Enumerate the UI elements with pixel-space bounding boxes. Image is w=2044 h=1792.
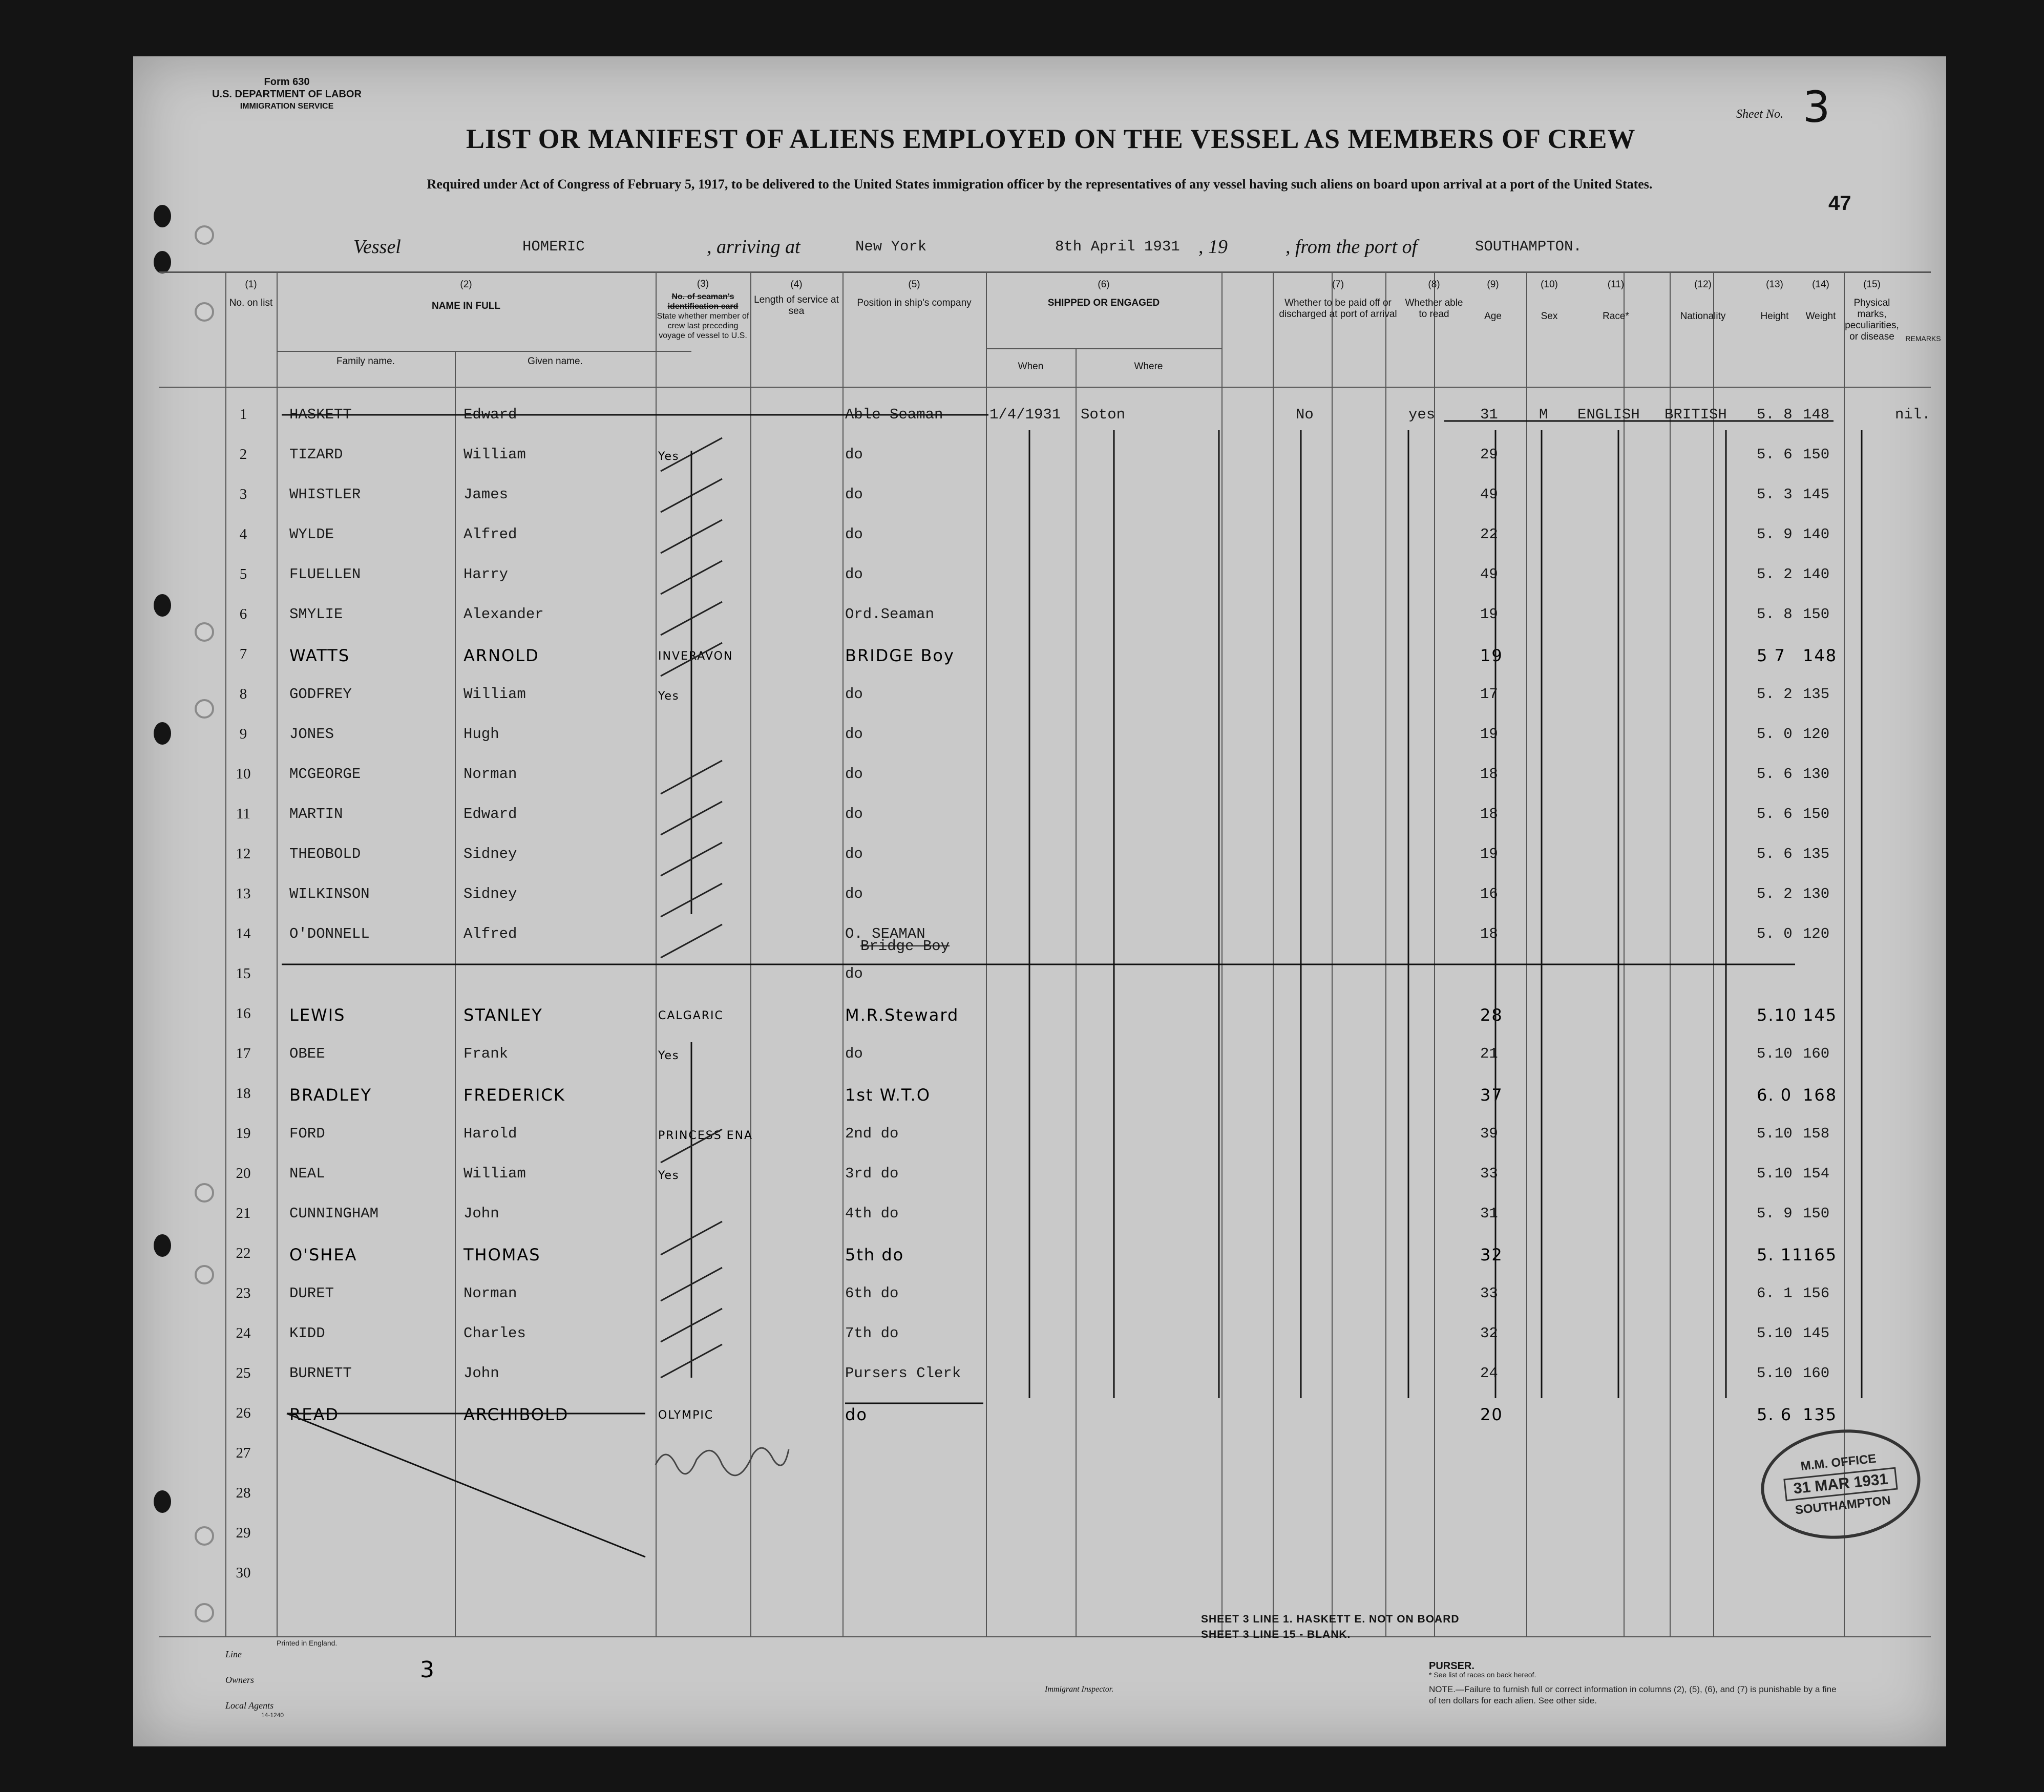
weight: 160	[1803, 1045, 1830, 1062]
previous-voyage: PRINCESS ENA	[658, 1129, 753, 1142]
row-number: 25	[236, 1365, 251, 1381]
height: 5. 6	[1757, 806, 1793, 823]
family-name: FORD	[289, 1125, 325, 1142]
height: 5.10	[1757, 1365, 1793, 1382]
family-name: TIZARD	[289, 446, 343, 463]
age: 18	[1480, 806, 1498, 823]
position: do	[845, 446, 863, 463]
position: do	[845, 766, 863, 783]
height: 5. 6	[1757, 766, 1793, 783]
given-name: STANLEY	[463, 1005, 543, 1025]
col-header-position: (5) Position in ship's company	[857, 279, 972, 308]
row-number: 15	[236, 965, 251, 982]
position: 3rd do	[845, 1165, 899, 1182]
family-name: WILKINSON	[289, 886, 370, 902]
age: 22	[1480, 526, 1498, 543]
family-name: BURNETT	[289, 1365, 352, 1382]
weight: 140	[1803, 566, 1830, 583]
struck-position: Bridge Boy	[860, 938, 950, 955]
weight: 150	[1803, 1205, 1830, 1222]
weight: 154	[1803, 1165, 1830, 1182]
sheet-number: 3	[1803, 82, 1830, 132]
family-name: WYLDE	[289, 526, 334, 543]
age: 21	[1480, 1045, 1498, 1062]
position: do	[845, 726, 863, 743]
family-name: NEAL	[289, 1165, 325, 1182]
col-header-read: (8) Whether able to read	[1405, 279, 1463, 320]
age: 18	[1480, 766, 1498, 783]
col-header-when: When	[1018, 361, 1044, 372]
given-name: John	[463, 1365, 499, 1382]
weight: 140	[1803, 526, 1830, 543]
col-header-remarks: REMARKS	[1905, 334, 1941, 343]
age: 32	[1480, 1245, 1503, 1264]
position: do	[845, 686, 863, 703]
row-number: 16	[236, 1005, 251, 1022]
family-name: GODFREY	[289, 686, 352, 703]
given-name: Alfred	[463, 925, 517, 942]
weight: 156	[1803, 1285, 1830, 1302]
weight: 130	[1803, 766, 1830, 783]
age: 33	[1480, 1285, 1498, 1302]
col-header-paid-off: (7) Whether to be paid off or discharged at port of arrival	[1279, 279, 1397, 320]
nationality: BRITISH	[1664, 406, 1727, 423]
page-title: LIST OR MANIFEST OF ALIENS EMPLOYED ON THE VESSEL AS MEMBERS OF CREW	[466, 123, 1636, 154]
position: Pursers Clerk	[845, 1365, 961, 1382]
given-name: Harry	[463, 566, 509, 583]
height: 5. 8	[1757, 606, 1793, 623]
form-department: U.S. DEPARTMENT OF LABOR	[212, 89, 362, 100]
given-name: Harold	[463, 1125, 517, 1142]
row-number: 28	[236, 1485, 251, 1501]
previous-voyage: Yes	[658, 1169, 680, 1182]
height: 5. 9	[1757, 526, 1793, 543]
weight: 150	[1803, 806, 1830, 823]
weight: 135	[1803, 686, 1830, 703]
printed-note: Printed in England.	[277, 1639, 338, 1647]
vessel-name: HOMERIC	[522, 238, 585, 255]
given-name: Norman	[463, 1285, 517, 1302]
family-name: HASKETT	[289, 406, 352, 423]
given-name: Alfred	[463, 526, 517, 543]
col-header-race: (11) Race*	[1603, 279, 1629, 322]
family-name: THEOBOLD	[289, 846, 361, 862]
col-header-weight: (14) Weight	[1805, 279, 1836, 322]
agents-label: Local Agents	[225, 1700, 274, 1711]
paid-off: No	[1296, 406, 1314, 423]
previous-voyage: CALGARIC	[658, 1009, 724, 1022]
given-name: John	[463, 1205, 499, 1222]
height: 6. 0	[1757, 1085, 1793, 1105]
family-name: DURET	[289, 1285, 334, 1302]
col-header-family: Family name.	[336, 356, 395, 367]
given-name: FREDERICK	[463, 1085, 565, 1105]
row-number: 3	[239, 486, 247, 502]
age: 29	[1480, 446, 1498, 463]
row-number: 5	[239, 566, 247, 582]
owners-value: 3	[420, 1657, 435, 1683]
col-header-no: (1) No. on list	[229, 279, 273, 308]
col-header-where: Where	[1134, 361, 1163, 372]
year-label: , 19	[1198, 236, 1228, 258]
weight: 120	[1803, 726, 1830, 743]
height: 5.10	[1757, 1045, 1793, 1062]
manifest-page	[133, 56, 1946, 1746]
family-name: FLUELLEN	[289, 566, 361, 583]
physical-marks: nil.	[1895, 406, 1931, 423]
weight: 145	[1803, 1005, 1838, 1025]
position: O. SEAMAN	[845, 925, 925, 942]
age: 19	[1480, 646, 1503, 665]
position: do	[845, 526, 863, 543]
row-number: 17	[236, 1045, 251, 1062]
age: 32	[1480, 1325, 1498, 1342]
stamp-bottom: SOUTHAMPTON	[1794, 1493, 1892, 1517]
family-name: O'DONNELL	[289, 925, 370, 942]
family-name: WHISTLER	[289, 486, 361, 503]
row-number: 4	[239, 526, 247, 542]
weight: 165	[1803, 1245, 1838, 1264]
annotation-line-1: SHEET 3 LINE 1. HASKETT E. NOT ON BOARD	[1201, 1613, 1460, 1625]
position: 6th do	[845, 1285, 899, 1302]
family-name: BRADLEY	[289, 1085, 372, 1105]
line-label: Line	[225, 1649, 242, 1659]
position: do	[845, 846, 863, 862]
family-name: READ	[289, 1405, 339, 1424]
age: 19	[1480, 846, 1498, 862]
height: 5. 2	[1757, 686, 1793, 703]
col-header-id-card: (3) No. of seaman's identification card State whether member of crew last preceding voyage of vessel to U.S.	[657, 279, 749, 340]
age: 16	[1480, 886, 1498, 902]
height: 5. 2	[1757, 886, 1793, 902]
age: 49	[1480, 486, 1498, 503]
inspector-signature	[656, 1448, 789, 1475]
col-header-given: Given name.	[528, 356, 583, 367]
col-header-service: (4) Length of service at sea	[754, 279, 839, 317]
row-number: 13	[236, 886, 251, 902]
age: 33	[1480, 1165, 1498, 1182]
position: 7th do	[845, 1325, 899, 1342]
weight: 168	[1803, 1085, 1838, 1105]
weight: 150	[1803, 606, 1830, 623]
arriving-label: , arriving at	[707, 236, 800, 258]
row-number: 1	[239, 406, 247, 423]
weight: 148	[1803, 646, 1838, 665]
age: 19	[1480, 726, 1498, 743]
row-number: 8	[239, 686, 247, 702]
position: do	[845, 886, 863, 902]
row-number: 27	[236, 1445, 251, 1461]
given-name: William	[463, 446, 526, 463]
previous-voyage: Yes	[658, 690, 680, 703]
handwritten-marks	[133, 56, 1946, 1746]
position: do	[845, 806, 863, 823]
family-name: SMYLIE	[289, 606, 343, 623]
family-name: O'SHEA	[289, 1245, 357, 1264]
row-number: 14	[236, 925, 251, 942]
row-number: 10	[236, 766, 251, 782]
family-name: OBEE	[289, 1045, 325, 1062]
cancel-diagonal	[287, 1414, 645, 1557]
row-number: 21	[236, 1205, 251, 1221]
age: 49	[1480, 566, 1498, 583]
height: 5. 11	[1757, 1245, 1804, 1264]
row-number: 7	[239, 646, 247, 662]
age: 17	[1480, 686, 1498, 703]
family-name: MCGEORGE	[289, 766, 361, 783]
height: 5.10	[1757, 1125, 1793, 1142]
given-name: James	[463, 486, 509, 503]
from-port-label: , from the port of	[1286, 236, 1418, 258]
height: 5. 9	[1757, 1205, 1793, 1222]
agents-code: 14-1240	[261, 1712, 284, 1719]
family-name: LEWIS	[289, 1005, 346, 1025]
height: 5.10	[1757, 1165, 1793, 1182]
family-name: CUNNINGHAM	[289, 1205, 379, 1222]
row-number: 24	[236, 1325, 251, 1341]
weight: 145	[1803, 1325, 1830, 1342]
family-name: MARTIN	[289, 806, 343, 823]
sex: M	[1539, 406, 1548, 423]
row-number: 20	[236, 1165, 251, 1182]
given-name: Alexander	[463, 606, 544, 623]
height: 6. 1	[1757, 1285, 1793, 1302]
position: M.R.Steward	[845, 1005, 959, 1025]
height: 5. 0	[1757, 726, 1793, 743]
col-header-physical-marks: (15) Physical marks, peculiarities, or disease	[1845, 279, 1899, 342]
annotation-line-2: SHEET 3 LINE 15 - BLANK.	[1201, 1629, 1351, 1640]
position: do	[845, 965, 863, 982]
given-name: THOMAS	[463, 1245, 541, 1264]
shipped-where: Soton	[1081, 406, 1126, 423]
col-header-sex: (10) Sex	[1541, 279, 1558, 322]
weight: 135	[1803, 846, 1830, 862]
col-header-age: (9) Age	[1484, 279, 1502, 322]
position: do	[845, 566, 863, 583]
age: 39	[1480, 1125, 1498, 1142]
height: 5. 6	[1757, 446, 1793, 463]
previous-voyage: Yes	[658, 1049, 680, 1062]
height: 5.10	[1757, 1325, 1793, 1342]
stamp-date: 31 MAR 1931	[1784, 1467, 1898, 1502]
height: 5. 0	[1757, 925, 1793, 942]
position: Able Seaman	[845, 406, 943, 423]
row-number: 22	[236, 1245, 251, 1261]
row-number: 30	[236, 1565, 251, 1581]
given-name: Charles	[463, 1325, 526, 1342]
age: 28	[1480, 1005, 1503, 1025]
given-name: ARNOLD	[463, 646, 539, 665]
row-number: 2	[239, 446, 247, 462]
given-name: ARCHIBOLD	[463, 1405, 569, 1424]
row-number: 18	[236, 1085, 251, 1102]
given-name: Edward	[463, 806, 517, 823]
col-header-nationality: (12) Nationality	[1680, 279, 1726, 322]
vessel-label: Vessel	[353, 236, 401, 258]
row-number: 23	[236, 1285, 251, 1301]
height: 5. 8	[1757, 406, 1793, 423]
given-name: Edward	[463, 406, 517, 423]
row-number: 11	[236, 806, 250, 822]
given-name: William	[463, 1165, 526, 1182]
age: 20	[1480, 1405, 1503, 1424]
position: do	[845, 1405, 868, 1424]
row-number: 6	[239, 606, 247, 622]
previous-voyage: Yes	[658, 450, 680, 463]
stamp-top: M.M. OFFICE	[1800, 1451, 1877, 1473]
row-number: 12	[236, 846, 251, 862]
purser-label: PURSER.	[1429, 1660, 1474, 1672]
height: 5.10	[1757, 1005, 1798, 1025]
owners-label: Owners	[225, 1675, 255, 1685]
given-name: Sidney	[463, 886, 517, 902]
weight: 120	[1803, 925, 1830, 942]
position: Ord.Seaman	[845, 606, 935, 623]
given-name: Norman	[463, 766, 517, 783]
given-name: William	[463, 686, 526, 703]
position: do	[845, 1045, 863, 1062]
row-number: 9	[239, 726, 247, 742]
from-port: SOUTHAMPTON.	[1475, 238, 1582, 255]
weight: 130	[1803, 886, 1830, 902]
weight: 145	[1803, 486, 1830, 503]
row-number: 19	[236, 1125, 251, 1142]
position: 1st W.T.O	[845, 1085, 931, 1105]
inspector-label: Immigrant Inspector.	[1045, 1685, 1114, 1694]
race: ENGLISH	[1577, 406, 1640, 423]
page-number: 47	[1828, 192, 1851, 215]
penalty-note: NOTE.—Failure to furnish full or correct information in columns (2), (5), (6), and (7) is punishable by a fine of ten dollars for each alien. See other side.	[1429, 1684, 1837, 1705]
arrival-date: 8th April 1931	[1055, 238, 1180, 255]
height: 5. 6	[1757, 846, 1793, 862]
position: do	[845, 486, 863, 503]
races-note: * See list of races on back hereof.	[1429, 1671, 1536, 1679]
height: 5 7	[1757, 646, 1786, 665]
arrival-port: New York	[855, 238, 927, 255]
age: 37	[1480, 1085, 1503, 1105]
page-subtitle: Required under Act of Congress of February 5, 1917, to be delivered to the United States immigration officer by the representatives of any vessel having such aliens on board upon arrival at a port of the United States.	[427, 177, 1653, 192]
age: 18	[1480, 925, 1498, 942]
previous-voyage: OLYMPIC	[658, 1409, 714, 1422]
col-header-name: (2) NAME IN FULL	[431, 279, 501, 311]
position: 4th do	[845, 1205, 899, 1222]
given-name: Sidney	[463, 846, 517, 862]
able-to-read: yes	[1408, 406, 1436, 423]
form-number: Form 630	[264, 76, 310, 88]
col-header-height: (13) Height	[1760, 279, 1789, 322]
family-name: WATTS	[289, 646, 350, 665]
given-name: Frank	[463, 1045, 509, 1062]
weight: 150	[1803, 446, 1830, 463]
position: 2nd do	[845, 1125, 899, 1142]
height: 5. 3	[1757, 486, 1793, 503]
weight: 160	[1803, 1365, 1830, 1382]
family-name: KIDD	[289, 1325, 325, 1342]
age: 24	[1480, 1365, 1498, 1382]
row-number: 29	[236, 1525, 251, 1541]
age: 31	[1480, 406, 1498, 423]
col-header-shipped: (6) SHIPPED OR ENGAGED	[1047, 279, 1160, 308]
age: 31	[1480, 1205, 1498, 1222]
given-name: Hugh	[463, 726, 499, 743]
height: 5. 6	[1757, 1405, 1793, 1424]
previous-voyage: INVERAVON	[658, 650, 733, 663]
sheet-label: Sheet No.	[1736, 108, 1783, 121]
form-service: IMMIGRATION SERVICE	[240, 102, 334, 111]
weight: 148	[1803, 406, 1830, 423]
height: 5. 2	[1757, 566, 1793, 583]
weight: 135	[1803, 1405, 1838, 1424]
age: 19	[1480, 606, 1498, 623]
position: 5th do	[845, 1245, 904, 1264]
position: BRIDGE Boy	[845, 646, 955, 665]
weight: 158	[1803, 1125, 1830, 1142]
row-number: 26	[236, 1405, 251, 1421]
family-name: JONES	[289, 726, 334, 743]
shipped-when: 1/4/1931	[989, 406, 1061, 423]
